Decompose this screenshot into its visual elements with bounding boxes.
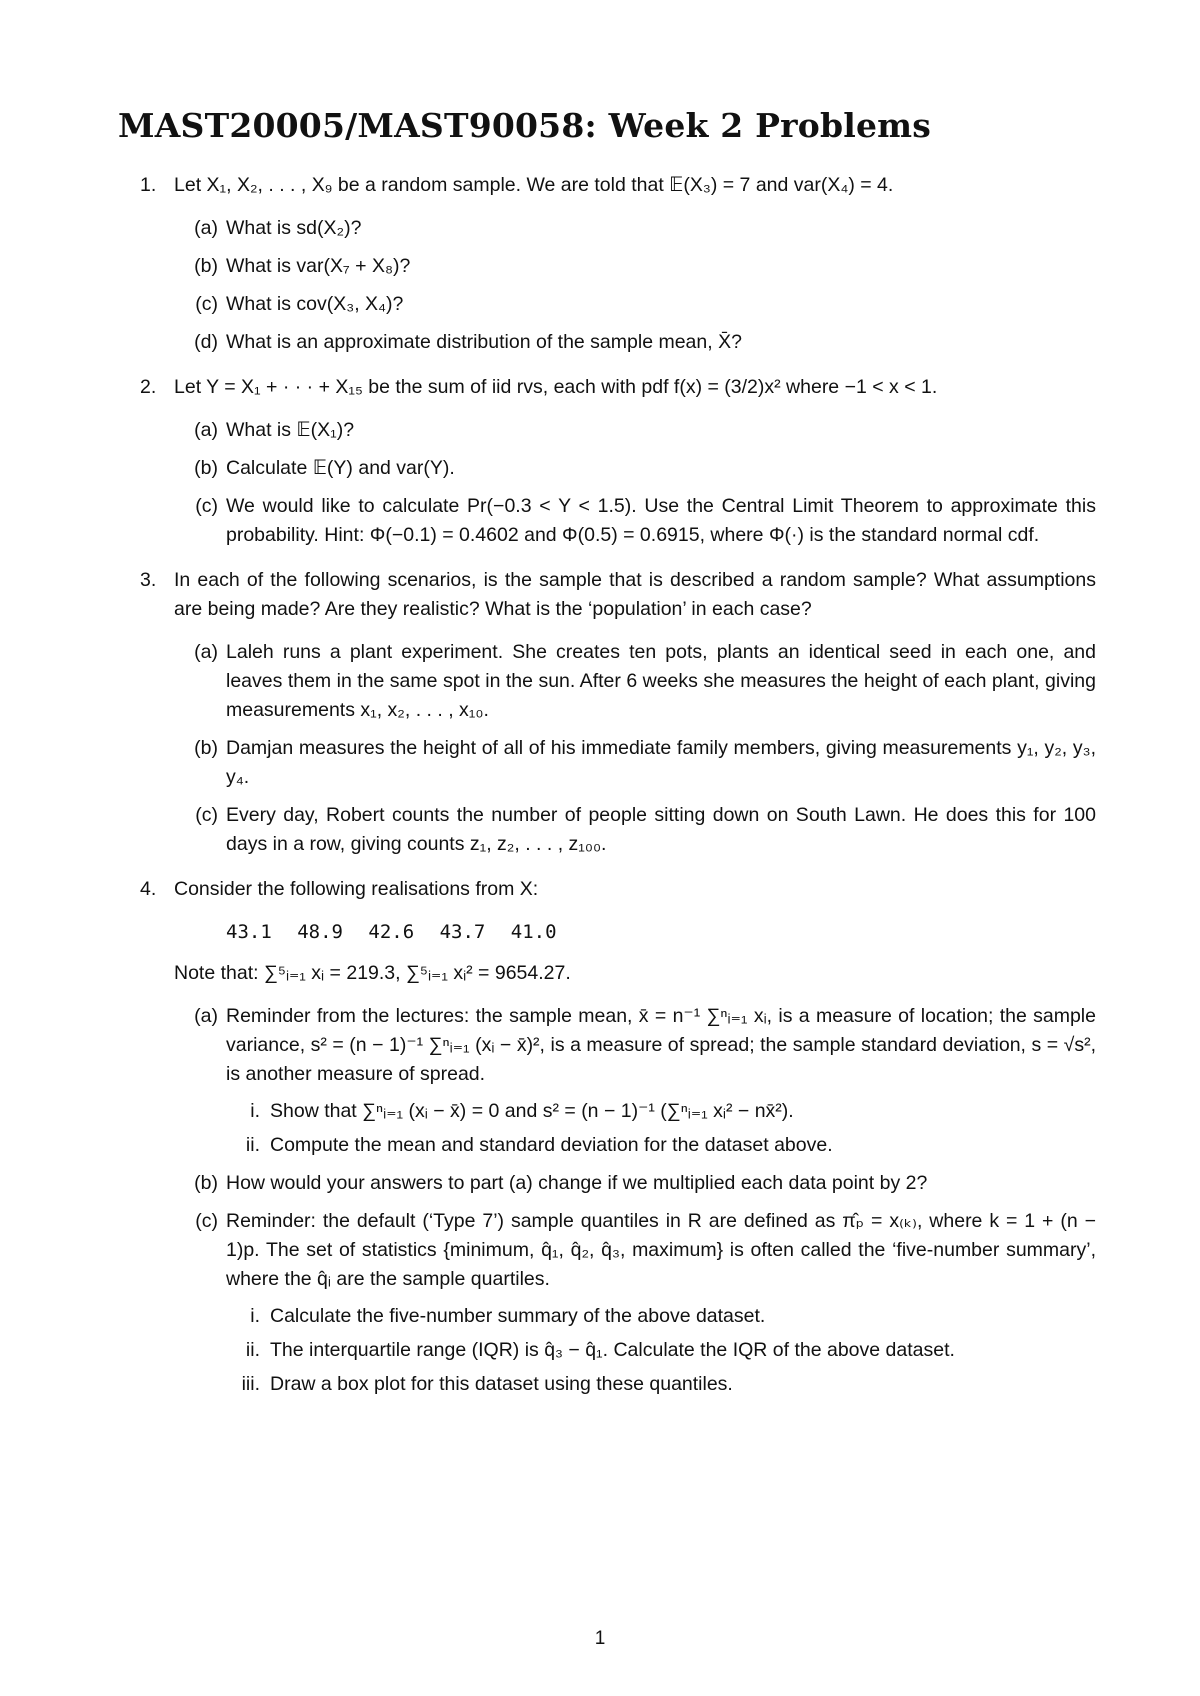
part-3a: [174, 638, 1096, 725]
part-text: We would like to calculate Pr(−0.3 < Y < 1.5). Use the Central Limit Theorem to approximate this probability. Hint: Φ(−0.1) = 0.4602 and Φ(0.5) = 0.6915, where Φ(·) is the standard normal cdf.: [226, 495, 1096, 546]
question-number: 3.: [140, 569, 157, 591]
part-text: Every day, Robert counts the number of people sitting down on South Lawn. He does this for 100 days in a row, giving counts z₁, z₂, . . . , z₁₀₀.: [226, 804, 1096, 855]
part-text: What is 𝔼(X₁)?: [226, 419, 355, 441]
part-text: Calculate 𝔼(Y) and var(Y).: [226, 457, 455, 479]
subpart-label: ii.: [245, 1134, 260, 1156]
part-text: Reminder: the default (‘Type 7’) sample quantiles in R are defined as π̂ₚ = x₍ₖ₎, where k = 1 + (n − 1)p. The set of statistics {minimum, q̂₁, q̂₂, q̂₃, maximum} is often called the ‘five-number summary’, where the q̂ᵢ are the sample quartiles.: [226, 1210, 1096, 1290]
question-parts: [174, 638, 1096, 859]
part-label: (c): [195, 495, 218, 517]
part-2b: [174, 454, 1096, 483]
dataset-values: 43.1 48.9 42.6 43.7 41.0: [226, 921, 557, 943]
subparts: [226, 1302, 1096, 1399]
page-title: MAST20005/MAST90058: Week 2 Problems: [118, 106, 932, 145]
part-label: (d): [194, 331, 218, 353]
subpart-4a-i: [226, 1097, 1096, 1126]
question-3: [140, 566, 1096, 859]
part-text: Damjan measures the height of all of his immediate family members, giving measurements y₁, y₂, y₃, y₄.: [226, 737, 1096, 788]
subpart-4c-iii: [226, 1370, 1096, 1399]
subparts: [226, 1097, 1096, 1160]
part-text: What is var(X₇ + X₈)?: [226, 255, 411, 277]
question-stem: Let X₁, X₂, . . . , X₉ be a random sample. We are told that 𝔼(X₃) = 7 and var(X₄) = 4.: [174, 174, 894, 196]
question-number: 2.: [140, 376, 157, 398]
part-text: What is an approximate distribution of the sample mean, X̄?: [226, 331, 742, 353]
summation-note: Note that: ∑⁵ᵢ₌₁ xᵢ = 219.3, ∑⁵ᵢ₌₁ xᵢ² = 9654.27.: [174, 962, 571, 984]
question-number: 1.: [140, 174, 157, 196]
subpart-text: The interquartile range (IQR) is q̂₃ − q̂₁. Calculate the IQR of the above dataset.: [270, 1339, 955, 1361]
part-label: (a): [194, 419, 218, 441]
part-4c: [174, 1207, 1096, 1399]
part-label: (a): [194, 1005, 218, 1027]
part-1c: [174, 290, 1096, 319]
part-label: (a): [194, 641, 218, 663]
part-2c: [174, 492, 1096, 550]
subpart-text: Compute the mean and standard deviation for the dataset above.: [270, 1134, 833, 1156]
question-parts: [174, 416, 1096, 550]
question-parts: [174, 214, 1096, 357]
part-text: What is sd(X₂)?: [226, 217, 362, 239]
part-text: Reminder from the lectures: the sample mean, x̄ = n⁻¹ ∑ⁿᵢ₌₁ xᵢ, is a measure of location; the sample variance, s² = (n − 1)⁻¹ ∑ⁿᵢ₌₁ (xᵢ − x̄)², is a measure of spread; the sample standard deviation, s = √s², is another measure of spread.: [226, 1005, 1096, 1085]
question-2: [140, 373, 1096, 550]
subpart-text: Show that ∑ⁿᵢ₌₁ (xᵢ − x̄) = 0 and s² = (n − 1)⁻¹ (∑ⁿᵢ₌₁ xᵢ² − nx̄²).: [270, 1100, 794, 1122]
question-stem: In each of the following scenarios, is the sample that is described a random sample? What assumptions are being made? Are they realistic? What is the ‘population’ in each case?: [174, 569, 1096, 620]
question-parts: [174, 1002, 1096, 1399]
part-label: (c): [195, 293, 218, 315]
question-4: [140, 875, 1096, 1399]
subpart-4a-ii: [226, 1131, 1096, 1160]
subpart-4c-i: [226, 1302, 1096, 1331]
part-label: (b): [194, 1172, 218, 1194]
part-1b: [174, 252, 1096, 281]
part-label: (b): [194, 737, 218, 759]
part-4a: [174, 1002, 1096, 1160]
page-number: 1: [594, 1628, 606, 1649]
part-4b: [174, 1169, 1096, 1198]
part-text: How would your answers to part (a) change if we multiplied each data point by 2?: [226, 1172, 928, 1194]
part-label: (c): [195, 1210, 218, 1232]
part-1d: [174, 328, 1096, 357]
subpart-4c-ii: [226, 1336, 1096, 1365]
part-3c: [174, 801, 1096, 859]
subpart-text: Calculate the five-number summary of the above dataset.: [270, 1305, 766, 1327]
question-stem: Let Y = X₁ + · · · + X₁₅ be the sum of iid rvs, each with pdf f(x) = (3/2)x² where −1 < x < 1.: [174, 376, 938, 398]
subpart-label: iii.: [241, 1373, 260, 1395]
question-1: [140, 171, 1096, 357]
part-1a: [174, 214, 1096, 243]
part-label: (b): [194, 255, 218, 277]
question-list: [140, 171, 1096, 1415]
subpart-label: i.: [250, 1100, 260, 1122]
part-label: (a): [194, 217, 218, 239]
subpart-text: Draw a box plot for this dataset using these quantiles.: [270, 1373, 733, 1395]
part-label: (c): [195, 804, 218, 826]
question-stem: Consider the following realisations from X:: [174, 878, 539, 900]
part-label: (b): [194, 457, 218, 479]
subpart-label: ii.: [245, 1339, 260, 1361]
part-text: What is cov(X₃, X₄)?: [226, 293, 404, 315]
part-3b: [174, 734, 1096, 792]
question-number: 4.: [140, 878, 157, 900]
part-text: Laleh runs a plant experiment. She creates ten pots, plants an identical seed in each one, and leaves them in the same spot in the sun. After 6 weeks she measures the height of each plant, giving measurements x₁, x₂, . . . , x₁₀.: [226, 641, 1096, 721]
subpart-label: i.: [250, 1305, 260, 1327]
part-2a: [174, 416, 1096, 445]
